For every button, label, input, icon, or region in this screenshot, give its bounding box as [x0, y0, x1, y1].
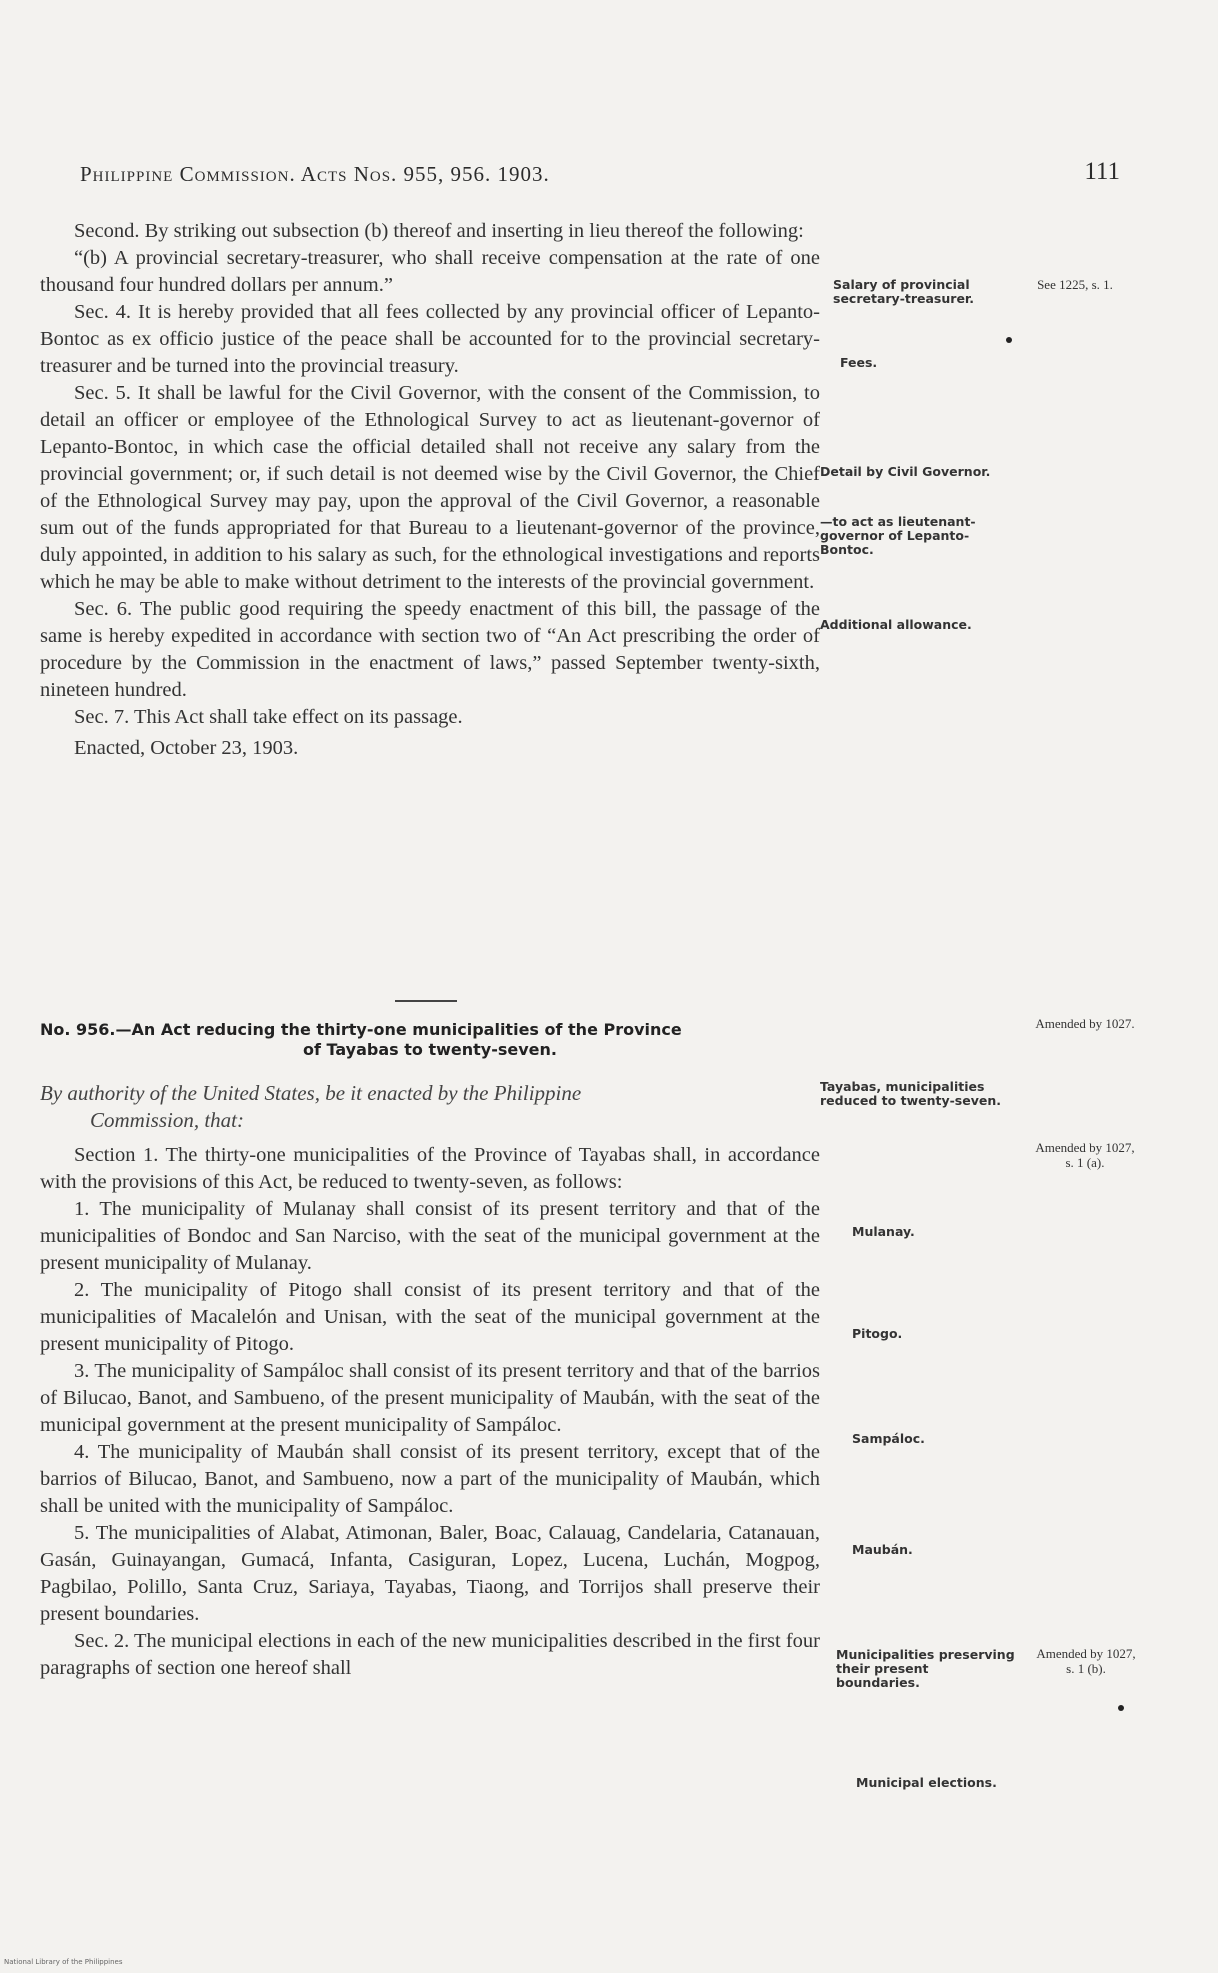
paragraph: Sec. 2. The municipal elections in each of the new municipalities described in the first four paragraphs of section one hereof shall: [40, 1630, 820, 1679]
paragraph: 1. The municipality of Mulanay shall consist of its present territory and that of the municipalities of Bondoc and San Narciso, with the seat of the municipal government at the present municipality of Mulanay.: [40, 1198, 820, 1274]
paragraph: 4. The municipality of Maubán shall consist of its present territory, except that of the barrios of Bilucao, Banot, and Sambueno, now a part of the municipality of Maubán, which shall be united with the municipality of Sampáloc.: [40, 1441, 820, 1517]
act-title-line2: of Tayabas to twenty-seven.: [303, 1040, 557, 1059]
paragraph: 5. The municipalities of Alabat, Atimonan, Baler, Boac, Calauag, Candelaria, Catanauan, Gasán, Guinayangan, Gumacá, Infanta, Casiguran, Lopez, Lucena, Luchán, Mogpog, Pagbilao, Polillo, Santa Cruz, Sariaya, Tayabas, Tiaong, and Torrijos shall preserve their present boundaries.: [40, 1522, 820, 1625]
margin-note-salary: Salary of provincial secretary-treasurer.: [833, 277, 975, 306]
margin-note-tayabas: Tayabas, municipalities reduced to twenty-seven.: [820, 1079, 1001, 1108]
ink-mark: [1006, 337, 1012, 343]
act-956-title: [40, 1020, 820, 1060]
paragraph: “(b) A provincial secretary-treasurer, who shall receive compensation at the rate of one thousand four hundred dollars per annum.”: [40, 247, 820, 296]
right-note-amended-1027: Amended by 1027.: [1035, 1016, 1135, 1031]
paragraph: Sec. 4. It is hereby provided that all fees collected by any provincial officer of Lepanto-Bontoc as ex officio justice of the peace shall be accounted for to the provincial secretary-treasurer and be turned into the provincial treasury.: [40, 301, 820, 377]
section-divider: [395, 1000, 457, 1002]
paragraph: Second. By striking out subsection (b) thereof and inserting in lieu thereof the following:: [74, 220, 804, 242]
margin-note-pitogo: Pitogo.: [852, 1326, 903, 1341]
scan-footer: National Library of the Philippines: [4, 1958, 123, 1966]
enacted-line: Enacted, October 23, 1903.: [74, 737, 299, 759]
page-header: [80, 158, 1120, 196]
right-note-see-1225: See 1225, s. 1.: [1037, 277, 1113, 292]
margin-note-fees: Fees.: [840, 355, 878, 370]
act-title-line1: No. 956.—An Act reducing the thirty-one municipalities of the Province: [40, 1020, 682, 1039]
act-956-text: [40, 1142, 820, 1682]
paragraph: 3. The municipality of Sampáloc shall consist of its present territory and that of the barrios of Bilucao, Banot, and Sambueno, of the present municipality of Maubán, with the seat of the municipal government at the present municipality of Sampáloc.: [40, 1360, 820, 1436]
margin-note-elections: Municipal elections.: [856, 1775, 997, 1790]
margin-note-sampaloc: Sampáloc.: [852, 1431, 925, 1446]
margin-note-mulanay: Mulanay.: [852, 1224, 915, 1239]
paragraph: Sec. 5. It shall be lawful for the Civil Governor, with the consent of the Commission, to detail an officer or employee of the Ethnological Survey to act as lieutenant-governor of Lepanto-Bontoc, in which case the official detailed shall not receive any salary from the provincial government; or, if such detail is not deemed wise by the Civil Governor, the Chief of the Ethnological Survey may pay, upon the approval of the Civil Governor, a reasonable sum out of the funds appropriated for that Bureau to a lieutenant-governor of the province, duly appointed, in addition to his salary as such, for the ethnological investigations and reports which he may be able to make without detriment to the interests of the provincial government.: [40, 382, 820, 593]
right-note-amended-1027-a: Amended by 1027, s. 1 (a).: [1035, 1140, 1135, 1170]
margin-note-lieutenant: —to act as lieutenant-governor of Lepanto-Bontoc.: [820, 514, 976, 557]
act-955-text: [40, 218, 820, 762]
margin-note-boundaries: Municipalities preserving their present boundaries.: [836, 1647, 1015, 1690]
paragraph: Sec. 7. This Act shall take effect on its passage.: [74, 706, 463, 728]
running-title: Philippine Commission. Acts Nos. 955, 956. 1903.: [80, 162, 550, 186]
enacting-clause: [40, 1080, 820, 1134]
right-note-amended-1027-b: Amended by 1027, s. 1 (b).: [1036, 1646, 1136, 1676]
authority-line2: Commission, that:: [90, 1108, 245, 1132]
page-number: 111: [1084, 158, 1120, 185]
paragraph: 2. The municipality of Pitogo shall consist of its present territory and that of the municipalities of Macalelón and Unisan, with the seat of the municipal government at the present municipality of Pitogo.: [40, 1279, 820, 1355]
ink-mark: [1118, 1705, 1124, 1711]
margin-note-allowance: Additional allowance.: [820, 617, 972, 632]
margin-note-detail: Detail by Civil Governor.: [820, 464, 991, 479]
paragraph: Section 1. The thirty-one municipalities of the Province of Tayabas shall, in accordance with the provisions of this Act, be reduced to twenty-seven, as follows:: [40, 1144, 820, 1193]
authority-line1: By authority of the United States, be it enacted by the Philippine: [40, 1081, 582, 1105]
paragraph: Sec. 6. The public good requiring the speedy enactment of this bill, the passage of the same is hereby expedited in accordance with section two of “An Act prescribing the order of procedure by the Commission in the enactment of laws,” passed September twenty-sixth, nineteen hundred.: [40, 598, 820, 701]
margin-note-mauban: Maubán.: [852, 1542, 913, 1557]
